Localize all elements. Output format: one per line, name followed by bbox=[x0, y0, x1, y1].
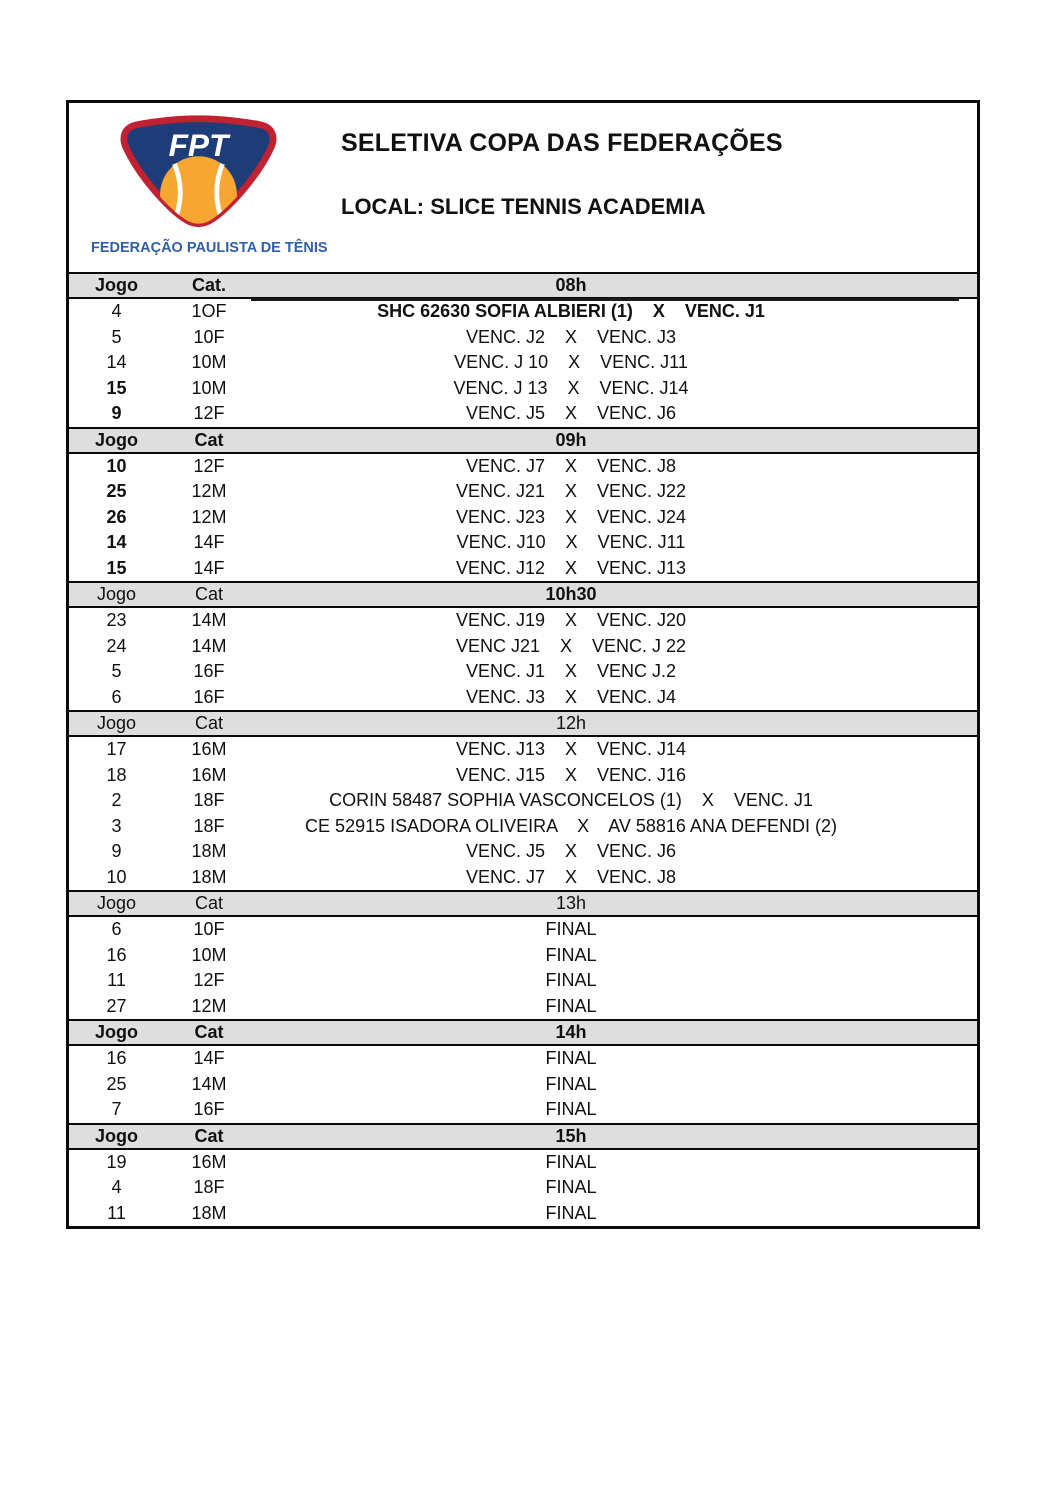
table-row bbox=[69, 839, 977, 865]
cell-cat: 10M bbox=[191, 352, 227, 373]
cell-jogo: 16 bbox=[106, 944, 127, 965]
logo-caption: FEDERAÇÃO PAULISTA DE TÊNIS bbox=[91, 240, 328, 256]
table-row bbox=[69, 634, 977, 660]
cell-cat: 14F bbox=[193, 532, 225, 553]
cell-jogo: 10 bbox=[106, 866, 127, 887]
header-cat-label: Cat bbox=[194, 713, 223, 733]
table-row bbox=[69, 530, 977, 556]
cell-jogo: 4 bbox=[111, 301, 122, 322]
header-time-label: 09h bbox=[555, 429, 587, 450]
section-header-09h bbox=[69, 427, 977, 454]
header-jogo-label: Jogo bbox=[95, 275, 138, 295]
cell-match: VENC. J12 X VENC. J13 bbox=[455, 557, 687, 578]
table-row bbox=[69, 994, 977, 1020]
cell-jogo: 26 bbox=[106, 506, 127, 527]
cell-match: VENC J21 X VENC. J 22 bbox=[455, 635, 687, 656]
fpt-logo bbox=[91, 113, 328, 256]
cell-jogo: 15 bbox=[106, 377, 127, 398]
document-header bbox=[69, 103, 977, 272]
cell-match: FINAL bbox=[545, 944, 597, 965]
cell-match: VENC. J 10 X VENC. J11 bbox=[454, 352, 688, 373]
cell-match: VENC. J10 X VENC. J11 bbox=[456, 532, 686, 553]
section-header-08h bbox=[69, 272, 977, 299]
cell-jogo: 6 bbox=[111, 919, 122, 940]
cell-cat: 14F bbox=[193, 557, 225, 578]
cell-cat: 14M bbox=[191, 610, 227, 631]
header-jogo-label: Jogo bbox=[95, 1022, 138, 1042]
cell-match: VENC. J5 X VENC. J6 bbox=[465, 403, 677, 424]
cell-match: VENC. J15 X VENC. J16 bbox=[455, 764, 687, 785]
cell-jogo: 2 bbox=[111, 790, 122, 811]
header-time-label: 14h bbox=[555, 1022, 587, 1042]
section-header-12h bbox=[69, 710, 977, 737]
cell-match: VENC. J3 X VENC. J4 bbox=[465, 686, 677, 707]
section-header-10h30 bbox=[69, 581, 977, 608]
header-cat-label: Cat. bbox=[191, 275, 226, 295]
header-time-label: 08h bbox=[555, 275, 587, 295]
table-row bbox=[69, 865, 977, 891]
cell-match: FINAL bbox=[545, 1073, 597, 1094]
table-row bbox=[69, 556, 977, 582]
cell-jogo: 17 bbox=[106, 739, 127, 760]
cell-cat: 10F bbox=[193, 326, 225, 347]
cell-cat: 14M bbox=[191, 635, 227, 656]
cell-cat: 14M bbox=[191, 1073, 227, 1094]
cell-cat: 14F bbox=[193, 1048, 225, 1069]
cell-jogo: 27 bbox=[106, 995, 127, 1016]
cell-jogo: 25 bbox=[106, 1073, 127, 1094]
table-row bbox=[69, 479, 977, 505]
cell-cat: 18M bbox=[191, 1202, 227, 1223]
table-row bbox=[69, 505, 977, 531]
cell-jogo: 9 bbox=[111, 841, 122, 862]
cell-cat: 18M bbox=[191, 866, 227, 887]
header-time-label: 10h30 bbox=[545, 584, 597, 604]
cell-match: FINAL bbox=[545, 970, 597, 991]
cell-jogo: 16 bbox=[106, 1048, 127, 1069]
cell-cat: 18F bbox=[193, 815, 225, 836]
cell-match: VENC. J5 X VENC. J6 bbox=[465, 841, 677, 862]
cell-match: VENC. J7 X VENC. J8 bbox=[465, 866, 677, 887]
cell-cat: 10M bbox=[191, 377, 227, 398]
cell-jogo: 14 bbox=[106, 532, 127, 553]
cell-cat: 12M bbox=[191, 995, 227, 1016]
table-row bbox=[69, 737, 977, 763]
cell-jogo: 3 bbox=[111, 815, 122, 836]
table-row bbox=[69, 1046, 977, 1072]
cell-match: VENC. J 13 X VENC. J14 bbox=[453, 377, 689, 398]
cell-cat: 18F bbox=[193, 1177, 225, 1198]
page-title: SELETIVA COPA DAS FEDERAÇÕES bbox=[341, 129, 783, 157]
cell-jogo: 5 bbox=[111, 661, 122, 682]
header-jogo-label: Jogo bbox=[95, 429, 138, 450]
cell-match: VENC. J19 X VENC. J20 bbox=[455, 610, 687, 631]
cell-jogo: 4 bbox=[111, 1177, 122, 1198]
table-row bbox=[69, 1201, 977, 1227]
cell-cat: 10M bbox=[191, 944, 227, 965]
cell-jogo: 7 bbox=[111, 1099, 122, 1120]
header-jogo-label: Jogo bbox=[96, 584, 137, 604]
cell-jogo: 14 bbox=[106, 352, 127, 373]
table-row bbox=[69, 1150, 977, 1176]
cell-cat: 10F bbox=[193, 919, 225, 940]
table-row bbox=[69, 814, 977, 840]
cell-jogo: 18 bbox=[106, 764, 127, 785]
section-header-13h bbox=[69, 890, 977, 917]
section-header-14h bbox=[69, 1019, 977, 1046]
cell-jogo: 11 bbox=[107, 1202, 126, 1223]
table-row bbox=[69, 685, 977, 711]
cell-match: CE 52915 ISADORA OLIVEIRA X AV 58816 ANA DEFENDI (2) bbox=[305, 815, 837, 836]
cell-cat: 16M bbox=[191, 764, 227, 785]
cell-jogo: 11 bbox=[107, 970, 126, 991]
cell-match: VENC. J23 X VENC. J24 bbox=[455, 506, 687, 527]
header-cat-label: Cat bbox=[194, 584, 223, 604]
cell-jogo: 25 bbox=[106, 481, 127, 502]
cell-jogo: 15 bbox=[106, 557, 127, 578]
table-row bbox=[69, 299, 977, 325]
cell-match: FINAL bbox=[545, 1177, 597, 1198]
table-row bbox=[69, 968, 977, 994]
table-row bbox=[69, 454, 977, 480]
fpt-acronym: FPT bbox=[168, 127, 229, 164]
cell-jogo: 6 bbox=[111, 686, 122, 707]
cell-cat: 12M bbox=[191, 481, 227, 502]
cell-cat: 12F bbox=[193, 970, 225, 991]
cell-jogo: 9 bbox=[111, 403, 122, 424]
cell-jogo: 10 bbox=[106, 455, 127, 476]
cell-match: VENC. J1 X VENC J.2 bbox=[465, 661, 677, 682]
cell-jogo: 19 bbox=[106, 1151, 127, 1172]
cell-cat: 12F bbox=[193, 403, 225, 424]
outer-box bbox=[66, 100, 980, 1229]
page-subtitle: LOCAL: SLICE TENNIS ACADEMIA bbox=[341, 194, 706, 219]
cell-match: FINAL bbox=[545, 919, 597, 940]
fpt-shield-icon bbox=[116, 113, 281, 233]
cell-cat: 12F bbox=[193, 455, 225, 476]
header-cat-label: Cat bbox=[194, 893, 223, 913]
table-row bbox=[69, 325, 977, 351]
cell-cat: 12M bbox=[191, 506, 227, 527]
table-row bbox=[69, 763, 977, 789]
header-cat-label: Cat bbox=[194, 1022, 224, 1042]
header-jogo-label: Jogo bbox=[95, 1125, 138, 1146]
cell-match: VENC. J21 X VENC. J22 bbox=[455, 481, 687, 502]
table-row bbox=[69, 659, 977, 685]
header-jogo-label: Jogo bbox=[96, 713, 137, 733]
cell-cat: 16F bbox=[193, 661, 225, 682]
cell-jogo: 23 bbox=[106, 610, 127, 631]
cell-cat: 1OF bbox=[191, 301, 227, 322]
titles-block bbox=[341, 129, 783, 220]
cell-match: FINAL bbox=[545, 1202, 597, 1223]
cell-match: FINAL bbox=[545, 1151, 597, 1172]
table-row bbox=[69, 608, 977, 634]
table-row bbox=[69, 1097, 977, 1123]
cell-match: VENC. J7 X VENC. J8 bbox=[465, 455, 677, 476]
cell-match: SHC 62630 SOFIA ALBIERI (1) X VENC. J1 bbox=[377, 301, 765, 322]
table-row bbox=[69, 943, 977, 969]
cell-cat: 16F bbox=[193, 1099, 225, 1120]
table-row bbox=[69, 401, 977, 427]
table-row bbox=[69, 788, 977, 814]
schedule-table bbox=[69, 272, 977, 1226]
cell-match: FINAL bbox=[545, 995, 597, 1016]
cell-cat: 18M bbox=[191, 841, 227, 862]
cell-match: FINAL bbox=[545, 1099, 597, 1120]
partial-border-line bbox=[251, 298, 959, 301]
cell-cat: 16F bbox=[193, 686, 225, 707]
header-cat-label: Cat bbox=[194, 429, 224, 450]
table-row bbox=[69, 1175, 977, 1201]
header-time-label: 13h bbox=[555, 893, 587, 913]
section-header-15h bbox=[69, 1123, 977, 1150]
header-time-label: 12h bbox=[555, 713, 587, 733]
cell-match: FINAL bbox=[545, 1048, 597, 1069]
cell-cat: 18F bbox=[193, 790, 225, 811]
header-time-label: 15h bbox=[555, 1125, 587, 1146]
table-row bbox=[69, 350, 977, 376]
cell-cat: 16M bbox=[191, 1151, 227, 1172]
table-row bbox=[69, 376, 977, 402]
header-cat-label: Cat bbox=[194, 1125, 224, 1146]
header-jogo-label: Jogo bbox=[96, 893, 137, 913]
cell-match: VENC. J13 X VENC. J14 bbox=[455, 739, 687, 760]
table-row bbox=[69, 1072, 977, 1098]
cell-cat: 16M bbox=[191, 739, 227, 760]
cell-match: VENC. J2 X VENC. J3 bbox=[465, 326, 677, 347]
table-row bbox=[69, 917, 977, 943]
cell-match: CORIN 58487 SOPHIA VASCONCELOS (1) X VENC. J1 bbox=[329, 790, 813, 811]
cell-jogo: 5 bbox=[111, 326, 122, 347]
cell-jogo: 24 bbox=[106, 635, 127, 656]
